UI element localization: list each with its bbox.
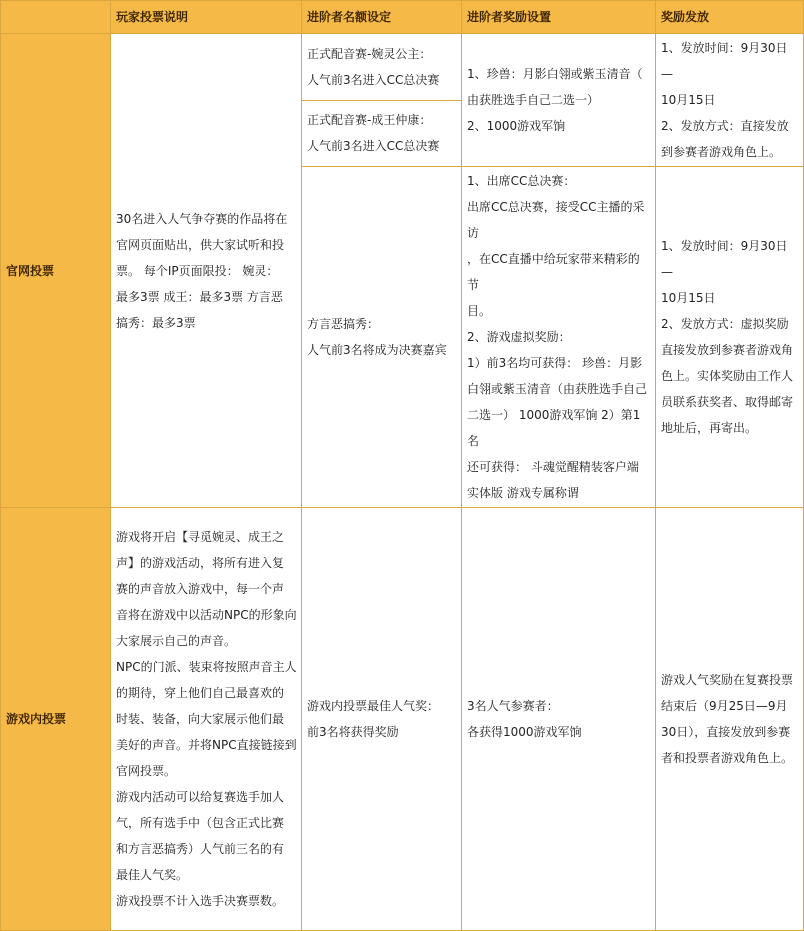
text-line: 2、1000游戏军饷 bbox=[467, 119, 566, 133]
text-line: 30日），直接发放到参赛 bbox=[661, 725, 791, 739]
text-line: 赛的声音放入游戏中，每一个声 bbox=[116, 582, 285, 596]
text-line: 1、发放时间：9月30日— bbox=[661, 239, 788, 279]
text-line: 人气前3名将成为决赛嘉宾 bbox=[307, 343, 447, 357]
text-line: 最佳人气奖。 bbox=[116, 868, 189, 882]
header-reward: 进阶者奖励设置 bbox=[462, 1, 656, 34]
text-line: 官网投票。 bbox=[116, 764, 177, 778]
text-line: ，在CC直播中给玩家带来精彩的节 bbox=[467, 252, 640, 292]
text-line: 直接发放到参赛者游戏角 bbox=[661, 343, 794, 357]
text-line: 人气前3名进入CC总决赛 bbox=[307, 139, 440, 154]
text-line: 游戏投票不计入选手决赛票数。 bbox=[116, 894, 285, 908]
header-quota: 进阶者名额设定 bbox=[302, 1, 462, 34]
official-quota-a-cell bbox=[302, 34, 462, 101]
text-line: 音将在游戏中以活动NPC的形象向 bbox=[116, 608, 297, 622]
text-line: 者和投票者游戏角色上。 bbox=[661, 751, 794, 765]
official-explanation-cell bbox=[111, 34, 302, 508]
official-issue-c-cell bbox=[656, 167, 804, 508]
text-line: NPC的门派、装束将按照声音主人 bbox=[116, 660, 297, 674]
text-line: 搞秀：最多3票 bbox=[116, 315, 196, 330]
header-row bbox=[1, 1, 804, 34]
text-line: 10月15日 bbox=[661, 291, 716, 305]
text-line: 30名进入人气争夺赛的作品将在 bbox=[116, 211, 288, 226]
text-line: 到参赛者游戏角色上。 bbox=[661, 145, 782, 159]
text-line: 游戏内活动可以给复赛选手加人 bbox=[116, 790, 285, 804]
text-line: 美好的声音。并将NPC直接链接到 bbox=[116, 738, 297, 752]
text-line: 结束后（9月25日—9月 bbox=[661, 699, 788, 713]
text-line: 1）前3名均可获得： 珍兽：月影 bbox=[467, 356, 643, 370]
text-line: 色上。实体奖励由工作人 bbox=[661, 369, 794, 383]
text-line: 前3名将获得奖励 bbox=[307, 725, 399, 739]
text-line: 2、发放方式：直接发放 bbox=[661, 119, 789, 133]
text-line: 各获得1000游戏军饷 bbox=[467, 725, 582, 739]
text-line: 员联系获奖者、取得邮寄 bbox=[661, 395, 794, 409]
text-line: 10月15日 bbox=[661, 93, 716, 107]
text-line: 1、发放时间：9月30日— bbox=[661, 41, 788, 81]
official-row-a bbox=[1, 34, 804, 101]
text-line: 时装、装备，向大家展示他们最 bbox=[116, 712, 285, 726]
text-line: 2、发放方式：虚拟奖励 bbox=[661, 317, 789, 331]
header-corner-cell bbox=[1, 1, 111, 34]
text-line: 地址后，再寄出。 bbox=[661, 421, 758, 435]
ingame-quota-cell bbox=[302, 508, 462, 931]
text-line: 出席CC总决赛，接受CC主播的采访 bbox=[467, 200, 645, 240]
ingame-issue-cell bbox=[656, 508, 804, 931]
ingame-category-cell: 游戏内投票 bbox=[1, 508, 111, 931]
text-line: 1、珍兽：月影白翎或紫玉清音（ bbox=[467, 67, 643, 81]
text-line: 正式配音赛-成王仲康： bbox=[307, 113, 432, 128]
text-line: 还可获得： 斗魂觉醒精装客户端 bbox=[467, 460, 639, 474]
text-line: 人气前3名进入CC总决赛 bbox=[307, 72, 440, 87]
ingame-explanation-cell bbox=[111, 508, 302, 931]
header-explanation: 玩家投票说明 bbox=[111, 1, 302, 34]
official-reward-c-cell bbox=[462, 167, 656, 508]
text-line: 白翎或紫玉清音（由获胜选手自己 bbox=[467, 382, 648, 396]
text-line: 游戏将开启【寻觅婉灵、成王之 bbox=[116, 530, 285, 544]
text-line: 方言恶搞秀： bbox=[307, 317, 380, 331]
official-category-cell: 官网投票 bbox=[1, 34, 111, 508]
text-line: 目。 bbox=[467, 304, 492, 318]
text-line: 最多3票 成王：最多3票 方言恶 bbox=[116, 289, 283, 304]
text-line: 气，所有选手中（包含正式比赛 bbox=[116, 816, 285, 830]
header-issue: 奖励发放 bbox=[656, 1, 804, 34]
text-line: 正式配音赛-婉灵公主： bbox=[307, 46, 432, 61]
text-line: 声】的游戏活动，将所有进入复 bbox=[116, 556, 285, 570]
text-line: 大家展示自己的声音。 bbox=[116, 634, 237, 648]
text-line: 官网页面贴出，供大家试听和投 bbox=[116, 237, 285, 252]
text-line: 和方言恶搞秀）人气前三名的有 bbox=[116, 842, 285, 856]
text-line: 2、游戏虚拟奖励： bbox=[467, 330, 571, 344]
text-line: 1、出席CC总决赛： bbox=[467, 174, 576, 188]
text-line: 游戏人气奖励在复赛投票 bbox=[661, 673, 794, 687]
text-line: 由获胜选手自己二选一） bbox=[467, 93, 600, 107]
text-line: 票。 每个IP页面限投： 婉灵： bbox=[116, 263, 279, 278]
text-line: 实体版 游戏专属称谓 bbox=[467, 486, 579, 500]
ingame-row bbox=[1, 508, 804, 931]
text-line: 3名人气参赛者： bbox=[467, 699, 559, 713]
text-line: 二选一） 1000游戏军饷 2）第1名 bbox=[467, 408, 641, 448]
text-line: 的期待，穿上他们自己最喜欢的 bbox=[116, 686, 285, 700]
text-line: 游戏内投票最佳人气奖： bbox=[307, 699, 440, 713]
official-issue-ab-cell bbox=[656, 34, 804, 167]
official-reward-ab-cell bbox=[462, 34, 656, 167]
ingame-reward-cell bbox=[462, 508, 656, 931]
official-quota-b-cell bbox=[302, 100, 462, 167]
official-quota-c-cell bbox=[302, 167, 462, 508]
